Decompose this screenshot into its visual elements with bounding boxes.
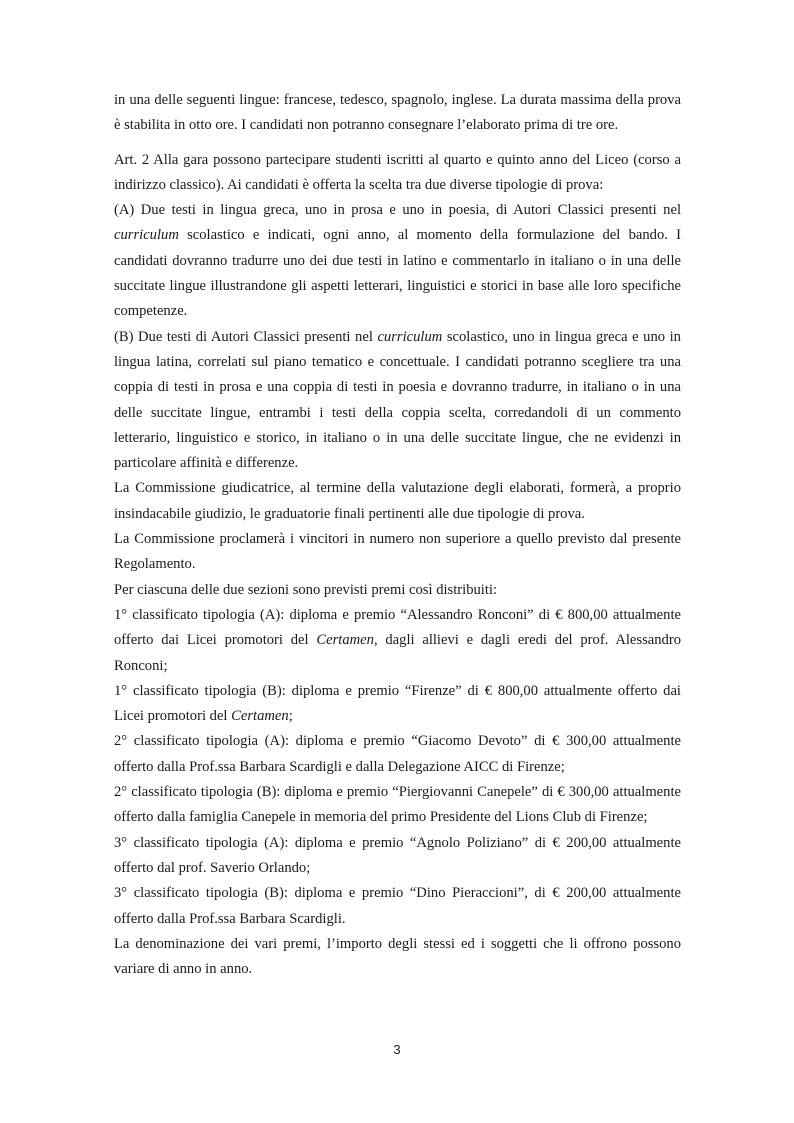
italic-term: Certamen xyxy=(316,632,374,649)
text-run: La denominazione dei vari premi, l’importo degli stessi ed i soggetti che li offrono possono variare di anno in anno. xyxy=(114,935,681,978)
paragraph-commissione-graduatorie xyxy=(114,476,681,527)
text-run: (B) Due testi di Autori Classici presenti nel xyxy=(114,328,378,345)
page-number: 3 xyxy=(393,1042,401,1057)
paragraph-premio-3b xyxy=(114,881,681,932)
text-run: 3° classificato tipologia (B): diploma e premio “Dino Pieraccioni”, di € 200,00 attualmente offerto dalla Prof.ssa Barbara Scardigli. xyxy=(114,885,681,927)
italic-term: curriculum xyxy=(114,227,179,244)
paragraph-intro-continuation xyxy=(114,88,681,139)
paragraph-premi-intro xyxy=(114,578,681,603)
paragraph-denominazione xyxy=(114,932,681,983)
document-body xyxy=(114,88,681,982)
italic-term: Certamen xyxy=(231,708,289,725)
paragraph-tipologia-b xyxy=(114,325,681,477)
paragraph-tipologia-a xyxy=(114,198,681,324)
text-run: , dagli allievi e dagli eredi del prof. Alessandro Ronconi; xyxy=(114,632,681,674)
text-run: 3° classificato tipologia (A): diploma e premio “Agnolo Poliziano” di € 200,00 attualmente offerto dal prof. Saverio Orlando; xyxy=(114,834,681,876)
text-run: La Commissione giudicatrice, al termine della valutazione degli elaborati, formerà, a proprio insindacabile giudizio, le graduatorie finali pertinenti alle due tipologie di prova. xyxy=(114,480,681,522)
paragraph-premio-1a xyxy=(114,603,681,679)
text-run: scolastico, uno in lingua greca e uno in lingua latina, correlati sul piano tematico e concettuale. I candidati potranno scegliere tra una coppia di testi in prosa e una coppia di testi in poesia e dovranno tradurre, in italiano o in una delle succitate lingue, entrambi i testi della coppia scelta, corredandoli di un commento letterario, linguistico e storico, in italiano o in una delle succitate lingue, che ne evidenzi in particolare affinità e differenze. xyxy=(114,328,681,472)
text-run: La Commissione proclamerà i vincitori in numero non superiore a quello previsto dal presente Regolamento. xyxy=(114,531,681,573)
paragraph-premio-3a xyxy=(114,831,681,882)
paragraph-premio-1b xyxy=(114,679,681,730)
paragraph-art-2 xyxy=(114,148,681,199)
paragraph-premio-2b xyxy=(114,780,681,831)
italic-term: curriculum xyxy=(377,328,443,345)
text-run: 1° classificato tipologia (A): diploma e premio “Alessandro Ronconi” di € 800,00 attualmente offerto dai Licei promotori del xyxy=(114,606,681,649)
text-run: in una delle seguenti lingue: francese, tedesco, spagnolo, inglese. La durata massima della prova è stabilita in otto ore. I candidati non potranno consegnare l’elaborato prima di tre ore. xyxy=(114,92,681,134)
text-run: scolastico e indicati, ogni anno, al momento della formulazione del bando. I candidati dovranno tradurre uno dei due testi in latino e commentarlo in italiano o in una delle succitate lingue illustrandone gli aspetti letterari, linguistici e storici in base alle loro specifiche competenze. xyxy=(114,227,681,320)
text-run: 1° classificato tipologia (B): diploma e premio “Firenze” di € 800,00 attualmente offerto dai Licei promotori del xyxy=(114,682,681,725)
text-run: 2° classificato tipologia (B): diploma e premio “Piergiovanni Canepele” di € 300,00 attualmente offerto dalla famiglia Canepele in memoria del primo Presidente del Lions Club di Firenze; xyxy=(114,784,681,826)
text-run: 2° classificato tipologia (A): diploma e premio “Giacomo Devoto” di € 300,00 attualmente offerto dalla Prof.ssa Barbara Scardigli e dalla Delegazione AICC di Firenze; xyxy=(114,733,681,775)
paragraph-commissione-vincitori xyxy=(114,527,681,578)
text-run: (A) Due testi in lingua greca, uno in prosa e uno in poesia, di Autori Classici presenti nel xyxy=(114,202,681,219)
paragraph-premio-2a xyxy=(114,729,681,780)
text-run: ; xyxy=(288,708,293,725)
text-run: Per ciascuna delle due sezioni sono previsti premi così distribuiti: xyxy=(114,581,498,598)
text-run: Art. 2 Alla gara possono partecipare studenti iscritti al quarto e quinto anno del Liceo (corso a indirizzo classico). Ai candidati è offerta la scelta tra due diverse tipologie di prova: xyxy=(114,151,681,193)
